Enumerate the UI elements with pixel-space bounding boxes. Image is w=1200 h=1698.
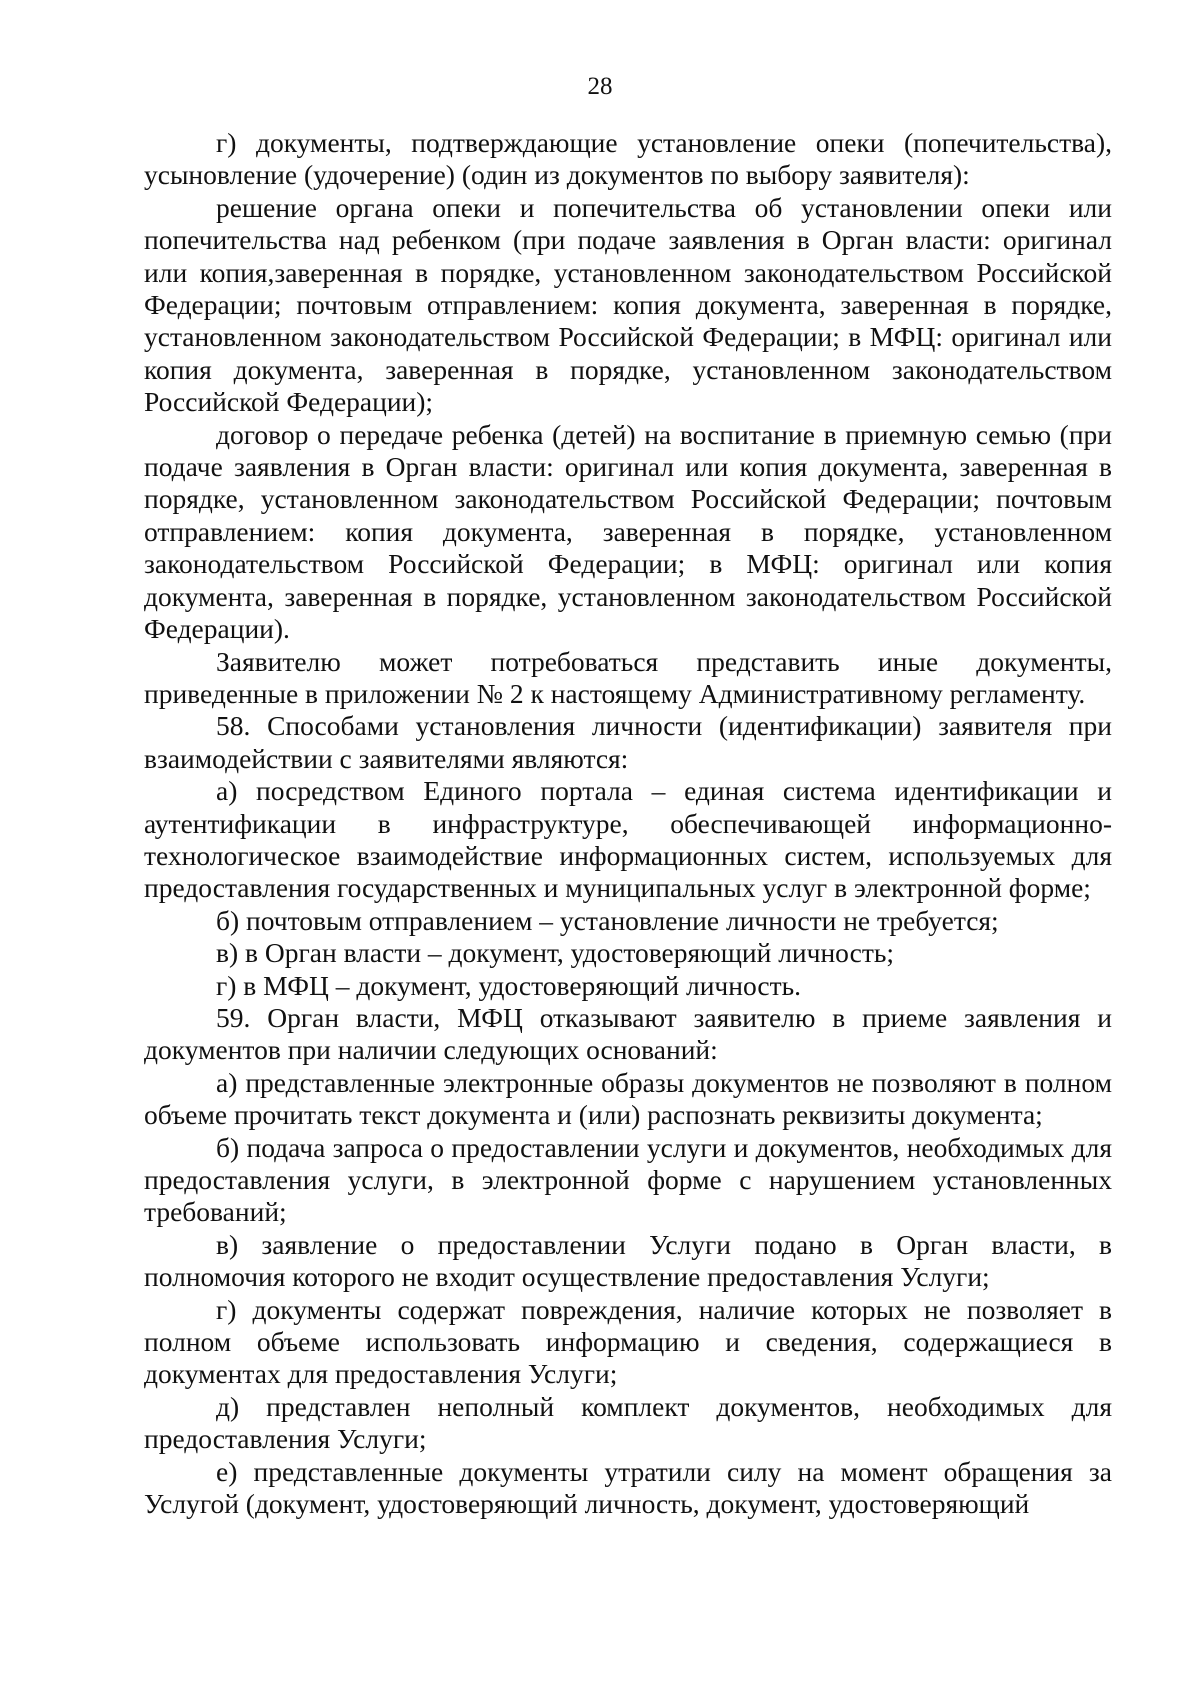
paragraph-59-a: а) представленные электронные образы документов не позволяют в полном объеме прочитать текст документа и (или) распознать реквизиты документа; xyxy=(144,1066,1112,1131)
paragraph-58-a: а) посредством Единого портала – единая система идентификации и аутентификации в инфраструктуре, обеспечивающей информационно-технологическое взаимодействие информационных систем, используемых для предоставления государственных и муниципальных услуг в электронной форме; xyxy=(144,775,1112,904)
paragraph-58-g: г) в МФЦ – документ, удостоверяющий личность. xyxy=(216,969,802,1001)
paragraph-guardianship-decision: решение органа опеки и попечительства об установлении опеки или попечительства над ребенком (при подаче заявления в Орган власти: оригинал или копия,заверенная в порядке, установленном законодательством Российской Федерации; почтовым отправлением: копия документа, заверенная в порядке, установленном законодательством Российской Федерации; в МФЦ: оригинал или копия документа, заверенная в порядке, установленном законодательством Российской Федерации); xyxy=(144,191,1112,418)
paragraph-other-documents: Заявителю может потребоваться представить иные документы, приведенные в приложении № 2 к настоящему Административному регламенту. xyxy=(144,645,1112,709)
paragraph-foster-agreement: договор о передаче ребенка (детей) на воспитание в приемную семью (при подаче заявления в Орган власти: оригинал или копия документа, заверенная в порядке, установленном законодательством Российской Федерации; почтовым отправлением: копия документа, заверенная в порядке, установленном законодательством Российской Федерации; в МФЦ: оригинал или копия документа, заверенная в порядке, установленном законодательством Российской Федерации). xyxy=(144,418,1112,645)
paragraph-59-b: б) подача запроса о предоставлении услуги и документов, необходимых для предоставления услуги, в электронной форме с нарушением установленных требований; xyxy=(144,1131,1112,1228)
paragraph-58-b: б) почтовым отправлением – установление личности не требуется; xyxy=(216,904,999,936)
paragraph-doc-guardianship: г) документы, подтверждающие установление опеки (попечительства), усыновление (удочерение) (один из документов по выбору заявителя): xyxy=(144,127,1112,191)
paragraph-59-v: в) заявление о предоставлении Услуги подано в Орган власти, в полномочия которого не входит осуществление предоставления Услуги; xyxy=(144,1228,1112,1293)
paragraph-59-e: е) представленные документы утратили силу на момент обращения за Услугой (документ, удостоверяющий личность, документ, удостоверяющий xyxy=(144,1455,1112,1520)
page-number: 28 xyxy=(587,73,613,100)
paragraph-item-58: 58. Способами установления личности (идентификации) заявителя при взаимодействии с заявителями являются: xyxy=(144,710,1112,774)
document-body xyxy=(144,127,1112,1520)
paragraph-58-v: в) в Орган власти – документ, удостоверяющий личность; xyxy=(216,937,895,969)
paragraph-59-g: г) документы содержат повреждения, наличие которых не позволяет в полном объеме использовать информацию и сведения, содержащиеся в документах для предоставления Услуги; xyxy=(144,1293,1112,1390)
paragraph-item-59: 59. Орган власти, МФЦ отказывают заявителю в приеме заявления и документов при наличии следующих оснований: xyxy=(144,1001,1112,1066)
paragraph-59-d: д) представлен неполный комплект документов, необходимых для предоставления Услуги; xyxy=(144,1390,1112,1455)
